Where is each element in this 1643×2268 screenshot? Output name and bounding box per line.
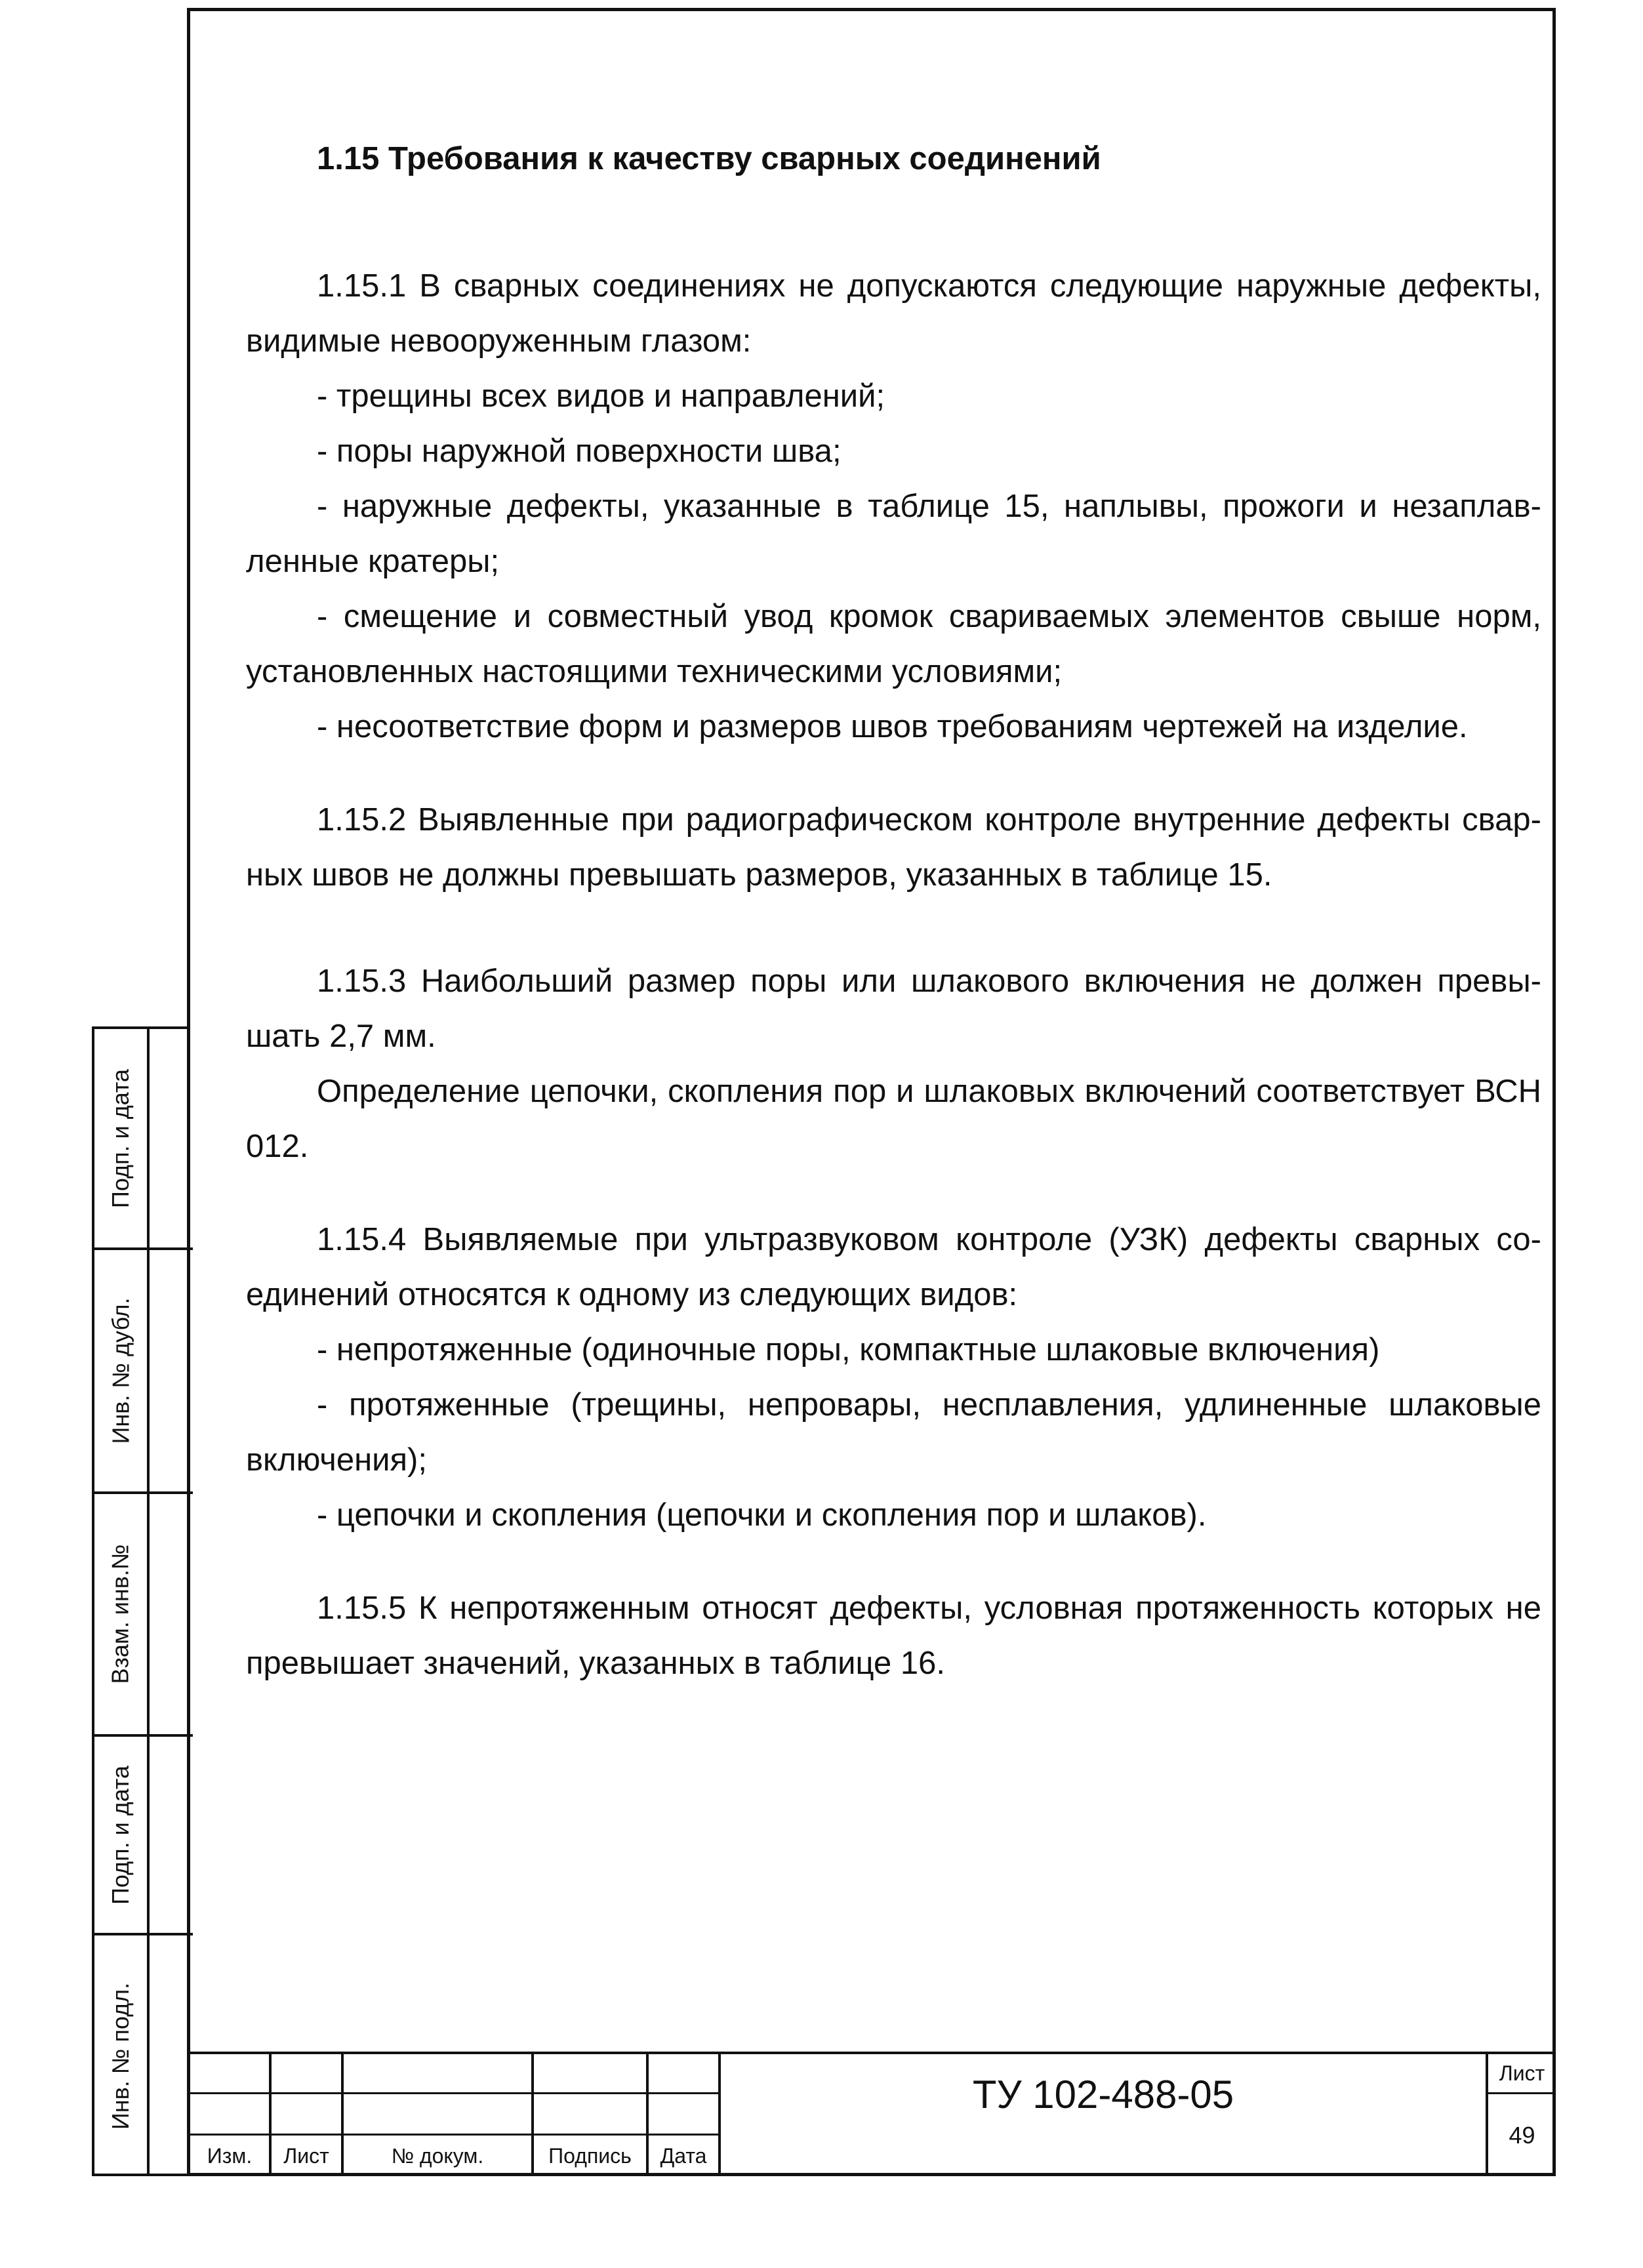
stamp-cell-sign-date-2: Подп. и дата bbox=[107, 1765, 134, 1905]
column-header-change: Изм. bbox=[207, 2143, 253, 2168]
title-block bbox=[190, 2052, 1556, 2176]
side-stamp-table bbox=[92, 1026, 190, 2176]
column-header-date: Дата bbox=[660, 2143, 707, 2168]
sheet-number: 49 bbox=[1509, 2121, 1535, 2149]
list-item: - несоответствие форм и размеров швов требованиям чертежей на изделие. bbox=[317, 709, 1468, 744]
paragraph-1-15-3-definition: Определение цепочки, скопления пор и шлаковых включений соответствует ВСН 012. bbox=[246, 1074, 1541, 1164]
stamp-cell-replace-inv: Взам. инв.№ bbox=[107, 1544, 134, 1684]
list-item: - смещение и совместный увод кромок свариваемых элементов свыше норм, установленных настоящими техническими условиями; bbox=[246, 599, 1541, 689]
paragraph-1-15-4: 1.15.4 Выявляемые при ультразвуковом контроле (УЗК) дефекты сварных со-единений относятся к одному из следующих видов: bbox=[246, 1222, 1541, 1312]
document-designation: ТУ 102-488-05 bbox=[972, 2072, 1234, 2116]
paragraph-1-15-5: 1.15.5 К непротяженным относят дефекты, условная протяженность которых не превышает значений, указанных в таблице 16. bbox=[246, 1590, 1541, 1681]
column-header-doc-number: № докум. bbox=[391, 2143, 484, 2168]
column-header-sheet: Лист bbox=[283, 2143, 329, 2168]
column-header-signature: Подпись bbox=[548, 2143, 632, 2168]
list-item: - наружные дефекты, указанные в таблице 15, наплывы, прожоги и незаплав-ленные кратеры; bbox=[246, 489, 1541, 579]
stamp-cell-dup-inv: Инв. № дубл. bbox=[107, 1297, 134, 1444]
section-heading: 1.15 Требования к качеству сварных соединений bbox=[317, 141, 1101, 176]
list-item: - трещины всех видов и направлений; bbox=[317, 378, 885, 414]
document-body bbox=[246, 131, 1541, 1691]
paragraph-1-15-2: 1.15.2 Выявленные при радиографическом контроле внутренние дефекты свар-ных швов не должны превышать размеров, указанных в таблице 15. bbox=[246, 802, 1541, 893]
sheet-label: Лист bbox=[1499, 2061, 1545, 2085]
stamp-divider bbox=[147, 1029, 150, 2174]
title-block-line bbox=[190, 2052, 1556, 2054]
stamp-cell-orig-inv: Инв. № подл. bbox=[107, 1982, 134, 2130]
list-item: - цепочки и скопления (цепочки и скопления пор и шлаков). bbox=[317, 1497, 1207, 1533]
list-item: - непротяженные (одиночные поры, компактные шлаковые включения) bbox=[317, 1332, 1380, 1367]
paragraph-1-15-3: 1.15.3 Наибольший размер поры или шлакового включения не должен превы-шать 2,7 мм. bbox=[246, 963, 1541, 1054]
stamp-cell-sign-date: Подп. и дата bbox=[107, 1068, 134, 1208]
list-item: - протяженные (трещины, непровары, несплавления, удлиненные шлаковые включения); bbox=[246, 1387, 1541, 1478]
paragraph-1-15-1: 1.15.1 В сварных соединениях не допускаются следующие наружные дефекты, видимые невооруженным глазом: bbox=[246, 268, 1541, 359]
list-item: - поры наружной поверхности шва; bbox=[317, 434, 842, 469]
